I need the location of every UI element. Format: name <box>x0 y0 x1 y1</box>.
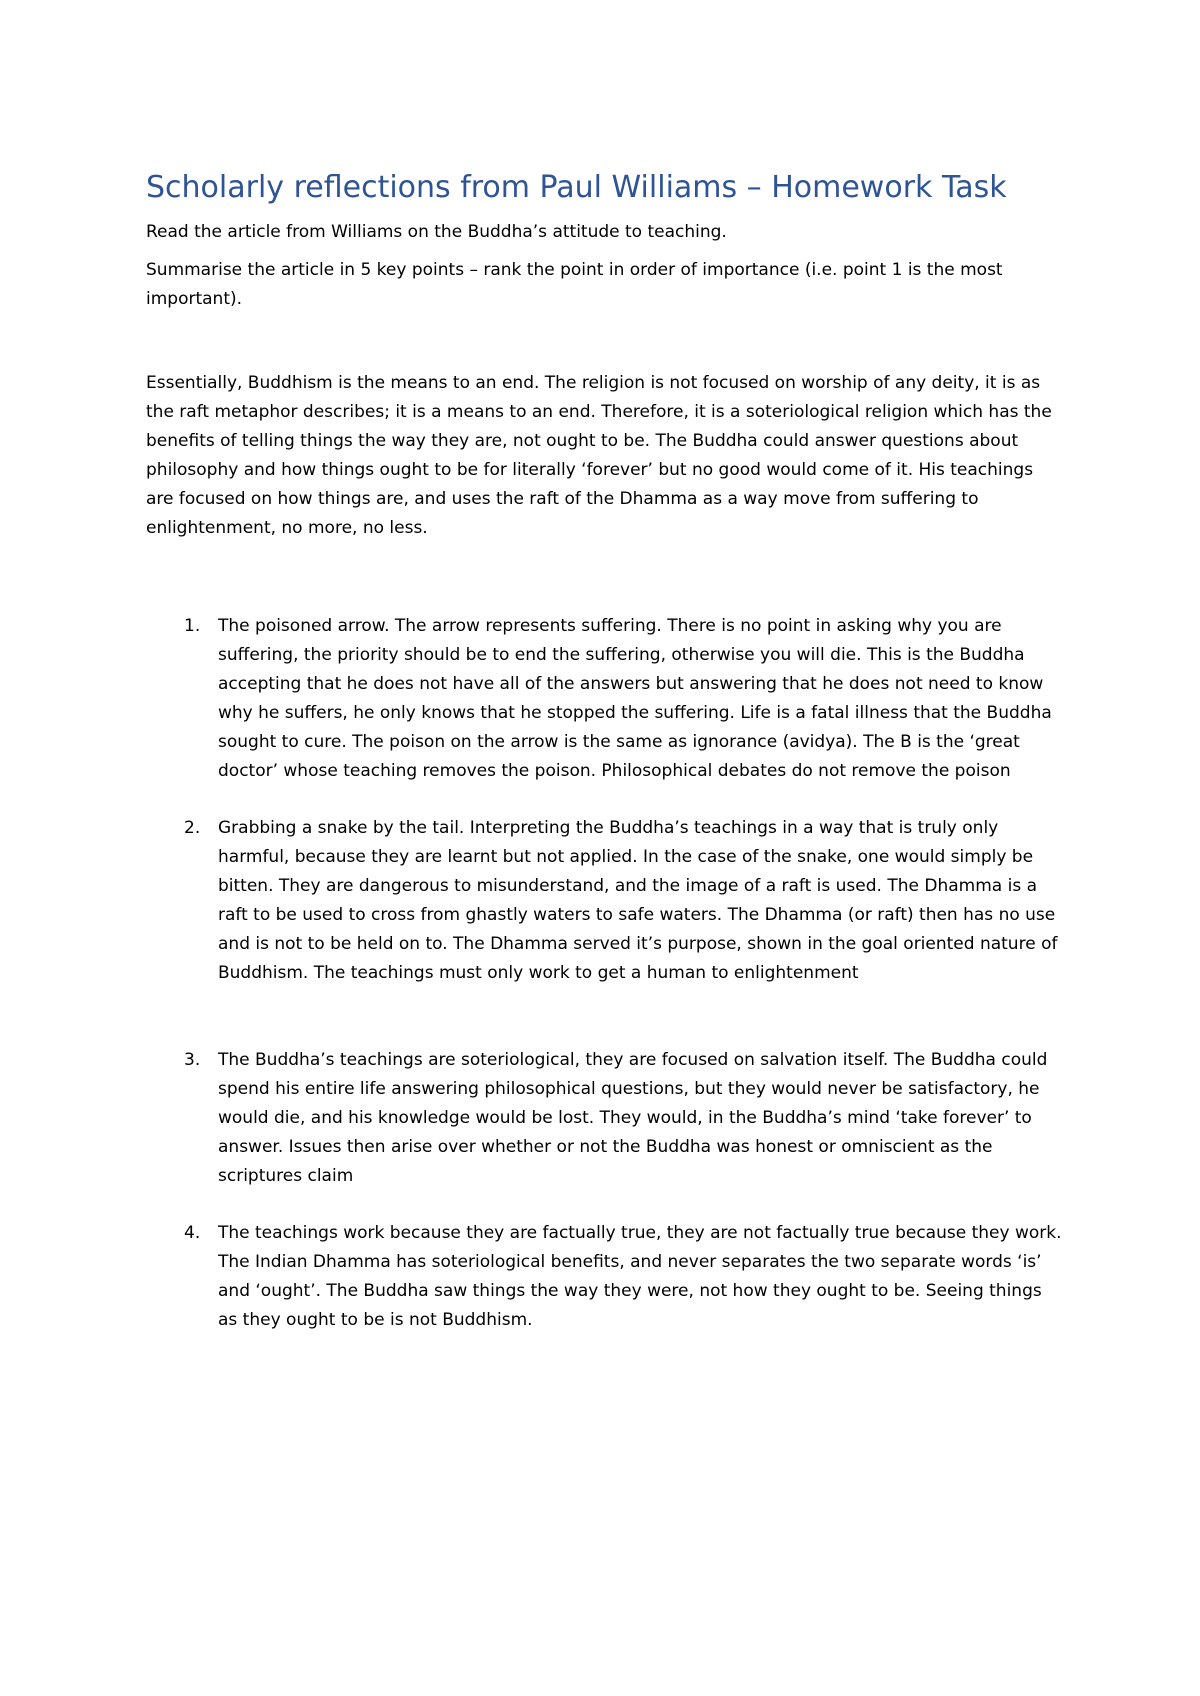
list-item-number: 1. <box>184 616 201 636</box>
instruction-summarise: Summarise the article in 5 key points – rank the point in order of importance (i.e. point 1 is the most important). <box>146 260 1003 309</box>
list-item <box>146 1046 1064 1191</box>
spacer <box>146 323 1064 369</box>
list-item-number: 2. <box>184 818 201 838</box>
list-item <box>146 814 1064 988</box>
instruction-read: Read the article from Williams on the Buddha’s attitude to teaching. <box>146 222 727 242</box>
list-item-text: Grabbing a snake by the tail. Interpreting the Buddha’s teachings in a way that is truly only harmful, because they are learnt but not applied. In the case of the snake, one would simply be bitten. They are dangerous to misunderstand, and the image of a raft is used. The Dhamma is a raft to be used to cross from ghastly waters to safe waters. The Dhamma (or raft) then has no use and is not to be held on to. The Dhamma served it’s purpose, shown in the goal oriented nature of Buddhism. The teachings must only work to get a human to enlightenment <box>218 818 1058 983</box>
list-item <box>146 612 1064 786</box>
list-item-text: The Buddha’s teachings are soteriological, they are focused on salvation itself. The Buddha could spend his entire life answering philosophical questions, but they would never be satisfactory, he would die, and his knowledge would be lost. They would, in the Buddha’s mind ‘take forever’ to answer. Issues then arise over whether or not the Buddha was honest or omniscient as the scriptures claim <box>218 1050 1048 1186</box>
list-item-number: 4. <box>184 1223 201 1243</box>
document-title: Scholarly reflections from Paul Williams – Homework Task <box>146 170 1007 205</box>
list-item-text: The teachings work because they are factually true, they are not factually true because they work. The Indian Dhamma has soteriological benefits, and never separates the two separate words ‘is’ and ‘ought’. The Buddha saw things the way they were, not how they ought to be. Seeing things as they ought to be is not Buddhism. <box>218 1223 1062 1330</box>
summary-paragraph: Essentially, Buddhism is the means to an end. The religion is not focused on worship of any deity, it is as the raft metaphor describes; it is a means to an end. Therefore, it is a soteriological religion which has the benefits of telling things the way they are, not ought to be. The Buddha could answer questions about philosophy and how things ought to be for literally ‘forever’ but no good would come of it. His teachings are focused on how things are, and uses the raft of the Dhamma as a way move from suffering to enlightenment, no more, no less. <box>146 373 1052 538</box>
list-item <box>146 1219 1064 1335</box>
key-points-list <box>146 612 1064 1335</box>
spacer <box>146 552 1064 612</box>
list-item-text: The poisoned arrow. The arrow represents suffering. There is no point in asking why you are suffering, the priority should be to end the suffering, otherwise you will die. This is the Buddha accepting that he does not have all of the answers but answering that he does not need to know why he suffers, he only knows that he stopped the suffering. Life is a fatal illness that the Buddha sought to cure. The poison on the arrow is the same as ignorance (avidya). The B is the ‘great doctor’ whose teaching removes the poison. Philosophical debates do not remove the poison <box>218 616 1052 781</box>
list-item-number: 3. <box>184 1050 201 1070</box>
document-page <box>146 168 1064 1335</box>
